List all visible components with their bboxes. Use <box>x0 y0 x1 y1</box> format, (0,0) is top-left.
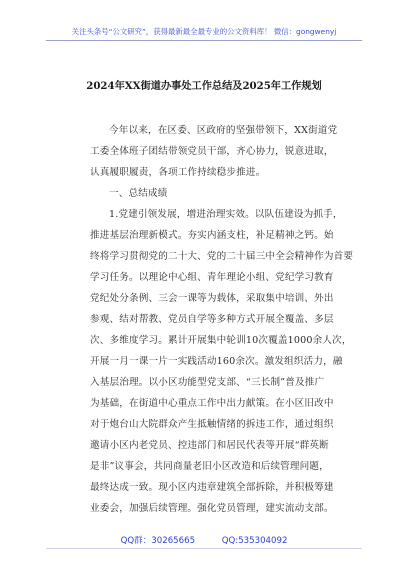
footer-qq: QQ:535304092 <box>221 536 288 546</box>
document-title: 2024年XX街道办事处工作总结及2025年工作规划 <box>86 80 322 92</box>
body-line: 工委全体班子团结带领党员干部，齐心协力，锐意进取， <box>90 146 334 157</box>
body-line: 业委会，加强后续管理。强化党员管理，建实流动支部。 <box>90 503 334 514</box>
header-banner: 关注头条号“公文研究”，获得最新最全最专业的公文资料库！ 微信：gongwenyj <box>71 27 337 36</box>
footer-contact <box>0 534 408 546</box>
body-line: 终将学习贯彻党的二十大、党的二十届三中全会精神作为首要 <box>90 251 354 262</box>
footer-divider <box>46 548 362 549</box>
body-line: 参观、结对帮教、党员自学等多种方式开展全覆盖、多层 <box>90 314 334 325</box>
section-heading: 一、总结成绩 <box>109 188 168 199</box>
body-line: 今年以来，在区委、区政府的坚强带领下，XX街道党 <box>109 125 338 136</box>
body-line: 次、多维度学习。累计开展集中轮训10次覆盖1000余人次， <box>90 335 352 346</box>
body-line: 党纪处分条例、三会一课等为载体，采取集中培训、外出 <box>90 293 334 304</box>
body-line: 推进基层治理新模式。夯实内涵支柱，补足精神之钙。始 <box>90 230 334 241</box>
body-line: 开展一月一课一片一实践活动160余次。激发组织活力，融 <box>90 356 343 367</box>
body-line: 1.党建引领发展，增进治理实效。以队伍建设为抓手， <box>109 209 343 220</box>
body-line: 是非”议事会，共同商量老旧小区改造和后续管理问题， <box>90 461 329 472</box>
body-line: 入基层治理。以小区功能型党支部、“三长制”普及推广 <box>90 377 325 388</box>
document-body <box>90 120 354 519</box>
body-line: 为基础，在街道中心重点工作中出力献策。在小区旧改中 <box>90 398 334 409</box>
body-line: 对于炮台山大院群众产生抵触情绪的拆违工作，通过组织 <box>90 419 334 430</box>
body-line: 认真履职履责，各项工作持续稳步推进。 <box>90 167 266 178</box>
body-line: 学习任务。以理论中心组、青年理论小组、党纪学习教育 <box>90 272 334 283</box>
footer-qq-group: QQ群：30265665 <box>120 536 196 546</box>
body-line: 最终达成一致。现小区内违章建筑全部拆除，并积极筹建 <box>90 482 334 493</box>
header-divider <box>46 40 362 41</box>
body-line: 邀请小区内老党员、控违部门和居民代表等开展“群英断 <box>90 440 329 451</box>
